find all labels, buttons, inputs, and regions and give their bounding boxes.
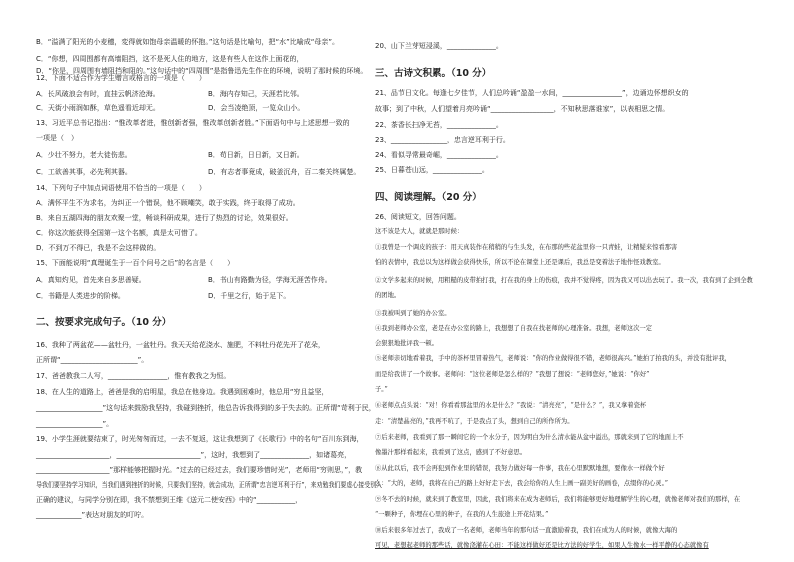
- q14-option-c: C．你这次能获得全国第一这个名额，真是太可惜了。: [36, 229, 202, 237]
- q19-line2: _____________________，________________________”，这时，我想到了______________，如诸葛亮，: [36, 451, 352, 459]
- passage-p2-line1: ②文学多起来的时候，用粗糙的皮带拍打我，打在我的身上的伤痕，我并不觉得疼，因为我又可以出去玩了。我一次，我有到了企到全教: [375, 277, 753, 284]
- q21-line1: 21、品节日文化。每逢七夕佳节，人们总吟诵“盈盈一水间，_________________”，边诵边怀想织女的: [375, 89, 689, 97]
- q15-stem: 15、下面能说明“真理诞生于一百个问号之后”的名言是（ ）: [36, 259, 235, 267]
- section-2-heading: 二、按要求完成句子。（10 分）: [36, 317, 172, 328]
- q13-option-a: A．少壮不努力，老大徒伤悲。: [36, 151, 132, 159]
- passage-p9-line1: ⑨冬不去的时候，就来到了教室里，因此，我们将来在成为老师后，我们将能够更好地理解学生的心理，就像老师对我们的那样，在: [375, 496, 741, 503]
- passage-p7-line1: ⑦后来老师，我看到了那一瞬间它的一个水分子，因为明白为什么清水能从盆中溢出，那就来到了它的地面上不: [375, 434, 684, 441]
- q18-line2: ___________________”这句话来鼓励我坚持，我碰到挫折，他总告诉我得到的多于失去的。正所谓“苛利于民，: [36, 404, 376, 412]
- q11-option-b: B．“溢满了阳光的小麦穗，変得就如饱母亲温暖的怀抱。”这句话是比喻句，把“水”比喻成“母亲”。: [36, 38, 340, 46]
- section-4-heading: 四、阅读理解。（20 分）: [375, 192, 482, 203]
- q16-line1: 16、我种了两盆花——盆牡丹，一盆牡丹。我天天给花浇水、施肥，不料牡丹花先开了花朵，: [36, 341, 325, 349]
- q11-option-c-line1: C．“你想，四周围都有高墙阻挡，这不是死人住的地方，这是有些人在这作上面花的，: [36, 55, 304, 63]
- q24: 24、看似寻常最奇崛，______________。: [375, 151, 503, 159]
- passage-p1-line1: ①我曾是一个调皮的孩子：用天真装作在稍稍的与生头发，在布那的些花盆里你一只青蛙，让精疑来惊看那害: [375, 244, 678, 251]
- q14-option-d: D．不到万不得已，我是不会这样做的。: [36, 244, 161, 252]
- q16-line2: 正所谓“______________________”。: [36, 356, 149, 364]
- q19-line6: _____________”表达对朋友的叮咛。: [36, 511, 149, 519]
- passage-p10-line1: ⑩后来很多年过去了，我成了一名老师，老师当年的那句话一直激励着我，我们在成为人的时候，就像大海的: [375, 527, 678, 534]
- q13-stem-line1: 13、习近平总书记指出：“惟改革者进，惟创新者强，惟改革创新者胜。”下面语句中与上述思想一致的: [36, 119, 350, 127]
- q19-line5: 正确的建议，与同学分别在即，我不禁想到王维《送元二使安西》中的“___________，: [36, 496, 303, 504]
- q19-line4: 导我们要坚持学习知识，当我们遇到挫折的时候，只要我们坚持，就会成功，正所谓“忠言逆耳利于行”，来劝勉我们要虚心接受别人: [36, 481, 383, 489]
- q19-line3: _____________________”那样能够把握时光。“过去的已经过去，我们要珍惜时光”，老师用“穷则思，”，教: [36, 466, 363, 474]
- q18-line1: 18、在人生的道路上，爸爸是我的启明星，我总在他身边。我遇到困难时，他总用“穷且益坚，: [36, 388, 329, 396]
- q14-option-a: A．满怀平生不为求名，为纠正一个错误，他不顾嘲笑，敢于实践，终于取得了成功。: [36, 199, 300, 207]
- q15-option-a: A．真知灼见，首先来自多思善疑。: [36, 276, 146, 284]
- passage-p8-line2: 么：“大的，老师，我将在自己的路上好好走下去，我会给你的人生上画一副美好的画卷，点缀你的心灵。”: [375, 480, 668, 487]
- q20: 20、山下兰芽短浸溪，______________。: [375, 42, 503, 50]
- q15-option-c: C．书籍是人类进步的阶梯。: [36, 292, 125, 300]
- q21-line2: 故事；到了中秋，人们望着月亮吟诵“__________________，不知秋思落谁家”，以表相思之情。: [375, 105, 670, 113]
- passage-p6-line1: ⑥老师点点头说：“对！你看看那盆里的水是什么？”我说：“清亮亮”，“是什么？”，我又拿着瓷杯: [375, 402, 647, 409]
- q12-stem: 12、下面不适合作为学生赠言或格言的一项是（ ）: [36, 74, 206, 82]
- q12-option-d: D．会当凌绝顶，一览众山小。: [208, 104, 305, 112]
- passage-p6-line2: 走：“清楚晶亮的，”我再不吭了，于是我点了头，想到自己的所作所为。: [375, 418, 574, 425]
- q12-option-a: A．长风破浪会有时，直挂云帆济沧海。: [36, 90, 160, 98]
- q14-stem: 14、下列句子中加点词语使用不恰当的一项是（ ）: [36, 184, 206, 192]
- q22: 22、茶香长扫净无苔，______________。: [375, 121, 503, 129]
- passage-p3: ③我被叫到了她的办公室。: [375, 310, 451, 317]
- q11-option-c-line2: D．“你是，四周围有墙阻挡和阻的。”这句话中的“四周围”是指鲁迅先生作在的环境，说明了那时候的环境。: [36, 67, 368, 75]
- q13-option-d: D．有志者事竟成，破釜沉舟，百二秦关终属楚。: [208, 168, 361, 176]
- passage-p7-line2: 像墨汁那样看起来，我看到了这点，感到了不好意思。: [375, 449, 527, 456]
- q13-stem-line2: 一项是（ ）: [36, 134, 78, 142]
- passage-p5-line3: 子。”: [375, 386, 388, 393]
- q23: 23、________________，忠言逆耳利于行。: [375, 136, 510, 144]
- passage-p8-line1: ⑧从此以后，我不会再犯到作业里的错误，我努力做好每一件事，我在心里默默地想，要像水一样做个好: [375, 465, 665, 472]
- q17: 17、爸爸教我二人写，_________________，惟有教我之为恒。: [36, 372, 231, 380]
- passage-p5-line1: ⑤老师亲切地看着我，手中的茶杯里冒着热气，老师说：“你的作业做得很不错，老师很高兴。”她拍了拍我的头，并没有批评我，: [375, 355, 731, 362]
- section-3-heading: 三、古诗文积累。（10 分）: [375, 68, 492, 79]
- passage-p2-line2: 的团地。: [375, 292, 401, 299]
- q25: 25、日暮苍山远，______________。: [375, 166, 489, 174]
- passage-p4-line1: ④我到老师办公室，老是在办公室的路上，我想想了自我在找老师的心理准备。我想，老师这次一定: [375, 325, 653, 332]
- passage-p4-line2: 会狠狠地批评我一顿。: [375, 340, 438, 347]
- q15-option-d: D．千里之行，始于足下。: [208, 292, 291, 300]
- q13-option-b: B．苟日新，日日新，又日新。: [208, 151, 304, 159]
- q15-option-b: B．书山有路勤为径，学海无涯苦作舟。: [208, 276, 332, 284]
- passage-p1-line2: 怕的表情中，我总以为这样做会获得快乐，所以不论在课堂上还是课后，我总是变着法子地作怪戏教室。: [375, 259, 665, 266]
- q19-line1: 19、小学生涯就要结束了，时光匆匆而过，一去不复返，这让我想到了《长歌行》中的名句“百川东到海，: [36, 435, 364, 443]
- q12-option-b: B．海内存知己，天涯若比邻。: [208, 90, 304, 98]
- passage-p10-line2: 可见，老想起老师的那些话，就像浇灌在心田：不能这样做好还是比方法的好学生，如果人生像水一样平静的心态就像有: [375, 542, 709, 549]
- passage-p9-line2: “一颗种子，你埋在心里的种子，在我的人生旅途上开花结果。”: [375, 511, 549, 518]
- q14-option-b: B．来自五湖四海的朋友欢聚一堂，畅谈科研成果，进行了热烈的讨论，效果很好。: [36, 214, 293, 222]
- q12-option-c: C．天街小雨润如酥，草色遥看近却无。: [36, 104, 160, 112]
- q13-option-c: C．工欲善其事，必先利其器。: [36, 168, 132, 176]
- q18-line3: ___________________”。: [36, 420, 114, 428]
- q26-stem: 26、阅读短文，回答问题。: [375, 213, 461, 221]
- passage-p5-line2: 而是给我讲了一个故事。老师问：“这位老师是怎么样的？”我想了想说：“老师您好，”她说：“你好”: [375, 371, 650, 378]
- passage-title: 这不该是大人，就就是那时候：: [375, 228, 464, 235]
